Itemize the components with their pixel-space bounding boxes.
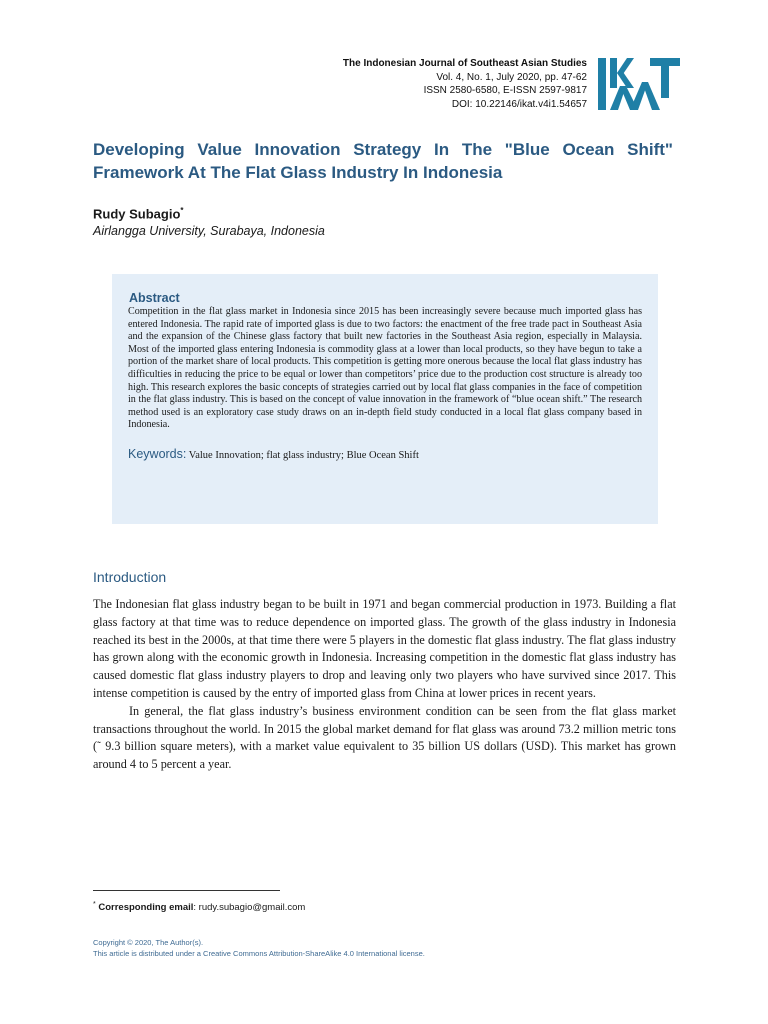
author-name-text: Rudy Subagio (93, 206, 181, 222)
journal-doi[interactable]: DOI: 10.22146/ikat.v4i1.54657 (451, 98, 587, 110)
introduction-body (93, 596, 676, 774)
journal-volume-issue: Vol. 4, No. 1, July 2020, pp. 47-62 (436, 71, 587, 83)
footnote-label: Corresponding email (98, 902, 194, 914)
journal-name: The Indonesian Journal of Southeast Asian Studies (342, 58, 587, 69)
keywords-line (128, 447, 642, 461)
introduction-paragraph-2: In general, the flat glass industry’s business environment condition can be seen from the flat glass market transactions throughout the world. In 2015 the global market demand for flat glass was around 73.2 million metric tons (˜ 9.3 billion square meters), with a market value equivalent to 35 billion US dollars (USD). This market has grown around 4 to 5 percent a year. (93, 703, 676, 772)
footnote-divider (93, 890, 280, 891)
footnote-mark: * (93, 901, 96, 908)
footnote (93, 901, 305, 913)
author-name (93, 206, 184, 221)
corresponding-email[interactable]: rudy.subagio@gmail.com (198, 902, 306, 914)
journal-issn: ISSN 2580-6580, E-ISSN 2597-9817 (423, 85, 587, 96)
introduction-heading: Introduction (93, 569, 167, 585)
abstract-text: Competition in the flat glass market in Indonesia since 2015 has been increasingly severe because much imported glass has entered Indonesia. The rapid rate of imported glass is due to two factors: the enactment of the free trade pact in Southeast Asia and the expansion of the Chinese glass factory that built new factories in the Southeast Asia region, especially in Malaysia. Most of the imported glass entering Indonesia is commodity glass at a lower than local products, so they have begun to take a portion of the market share of local products. This competition is getting more onerous because the local flat glass industry has difficulties in reducing the price to be equal or lower than competitors’ price due to the production cost structure is already too high. This research explores the basic concepts of strategies carried out by local flat glass companies in the face of competition in the flat glass industry. This is based on the concept of value innovation in the framework of “blue ocean shift.” The research method used is an exploratory case study draws on an in-depth field study conducted in a local flat glass company based in Indonesia. (128, 306, 642, 431)
ikat-logo (596, 56, 682, 112)
copyright-notice (93, 937, 425, 959)
footnote-separator: : (193, 902, 199, 914)
abstract-heading: Abstract (129, 291, 180, 305)
author-affiliation: Airlangga University, Surabaya, Indonesia (93, 224, 325, 238)
copyright-line: Copyright © 2020, The Author(s). (93, 938, 204, 947)
article-title: Developing Value Innovation Strategy In The "Blue Ocean Shift" Framework At The Flat Glass Industry In Indonesia (93, 140, 673, 182)
keywords-text: Value Innovation; flat glass industry; Blue Ocean Shift (188, 449, 419, 461)
author-footnote-mark: * (180, 206, 184, 215)
keywords-label: Keywords: (128, 446, 187, 461)
introduction-paragraph-1: The Indonesian flat glass industry began to be built in 1971 and began commercial production in 1973. Building a flat glass factory at that time was to reduce dependence on imported glass. The growth of the glass industry in Indonesia reached its best in the 2000s, at that time there were 5 players in the domestic flat glass industry. The flat glass industry has grown along with the economic growth in Indonesia. Increasing competition in the domestic flat glass industry has caused domestic flat glass industry players to drop and leaving only two players who have survived since 2017. This intense competition is caused by the entry of imported glass from China at lower prices in recent years. (93, 597, 676, 700)
abstract-box (112, 274, 658, 524)
journal-info (267, 57, 587, 111)
license-line[interactable]: This article is distributed under a Creative Commons Attribution-ShareAlike 4.0 International license. (93, 949, 425, 958)
